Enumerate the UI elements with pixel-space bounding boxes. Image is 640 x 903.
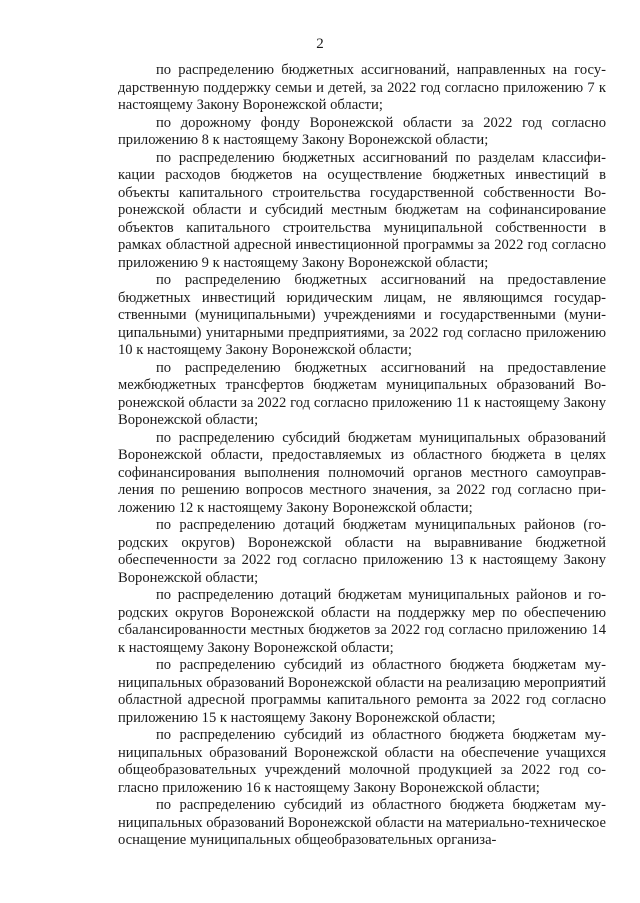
page-number: 2 [316,36,324,52]
paragraph-appendix-12: по распределению субсидий бюджетам муниципальных образований Воронежской области, предоставляемых из областного бюджета в целях софинансирования выполнения полномочий органов местного самоуправления по решению вопросов местного значения, за 2022 год согласно приложению 12 к настоящему Закону Воронежской области; [118,429,606,516]
paragraph-appendix-13: по распределению дотаций бюджетам муниципальных районов (городских округов) Воронежской области на выравнивание бюджетной обеспеченности за 2022 год согласно приложению 13 к настоящему Закону Воронежской области; [118,517,606,586]
paragraph-appendix-7: по распределению бюджетных ассигнований, направленных на государственную поддержку семьи и детей, за 2022 год согласно приложению 7 к настоящему Закону Воронежской области; [118,62,606,113]
body-text [118,62,606,850]
paragraph-appendix-10: по распределению бюджетных ассигнований на предоставление бюджетных инвестиций юридическим лицам, не являющимся государственными (муниципальными) учреждениями и государственными (муниципальными) унитарными предприятиями, за 2022 год согласно приложению 10 к настоящему Закону Воронежской области; [118,272,606,358]
paragraph-appendix-8: по дорожному фонду Воронежской области за 2022 год согласно приложению 8 к настоящему Закону Воронежской области; [118,114,606,148]
paragraph-appendix-11: по распределению бюджетных ассигнований на предоставление межбюджетных трансфертов бюджетам муниципальных образований Воронежской области за 2022 год согласно приложению 11 к настоящему Закону Воронежской области; [118,359,606,428]
paragraph-appendix-15: по распределению субсидий из областного бюджета бюджетам муниципальных образований Воронежской области на реализацию мероприятий областной адресной программы капитального ремонта за 2022 год согласно приложению 15 к настоящему Закону Воронежской области; [118,657,606,726]
paragraph-appendix-16: по распределению субсидий из областного бюджета бюджетам муниципальных образований Воронежской области на обеспечение учащихся общеобразовательных учреждений молочной продукцией за 2022 год согласно приложению 16 к настоящему Закону Воронежской области; [118,727,606,796]
paragraph-appendix-14: по распределению дотаций бюджетам муниципальных районов и городских округов Воронежской области на поддержку мер по обеспечению сбалансированности местных бюджетов за 2022 год согласно приложению 14 к настоящему Закону Воронежской области; [118,587,606,656]
paragraph-appendix-9: по распределению бюджетных ассигнований по разделам классификации расходов бюджетов на осуществление бюджетных инвестиций в объекты капитального строительства государственной собственности Воронежской области и субсидий местным бюджетам на софинансирование объектов капитального строительства муниципальной собственности в рамках областной адресной инвестиционной программы за 2022 год согласно приложению 9 к настоящему Закону Воронежской области; [118,149,606,271]
paragraph-continuation: по распределению субсидий из областного бюджета бюджетам муниципальных образований Воронежской области на материально-техническое оснащение муниципальных общеобразовательных организа- [118,797,606,848]
